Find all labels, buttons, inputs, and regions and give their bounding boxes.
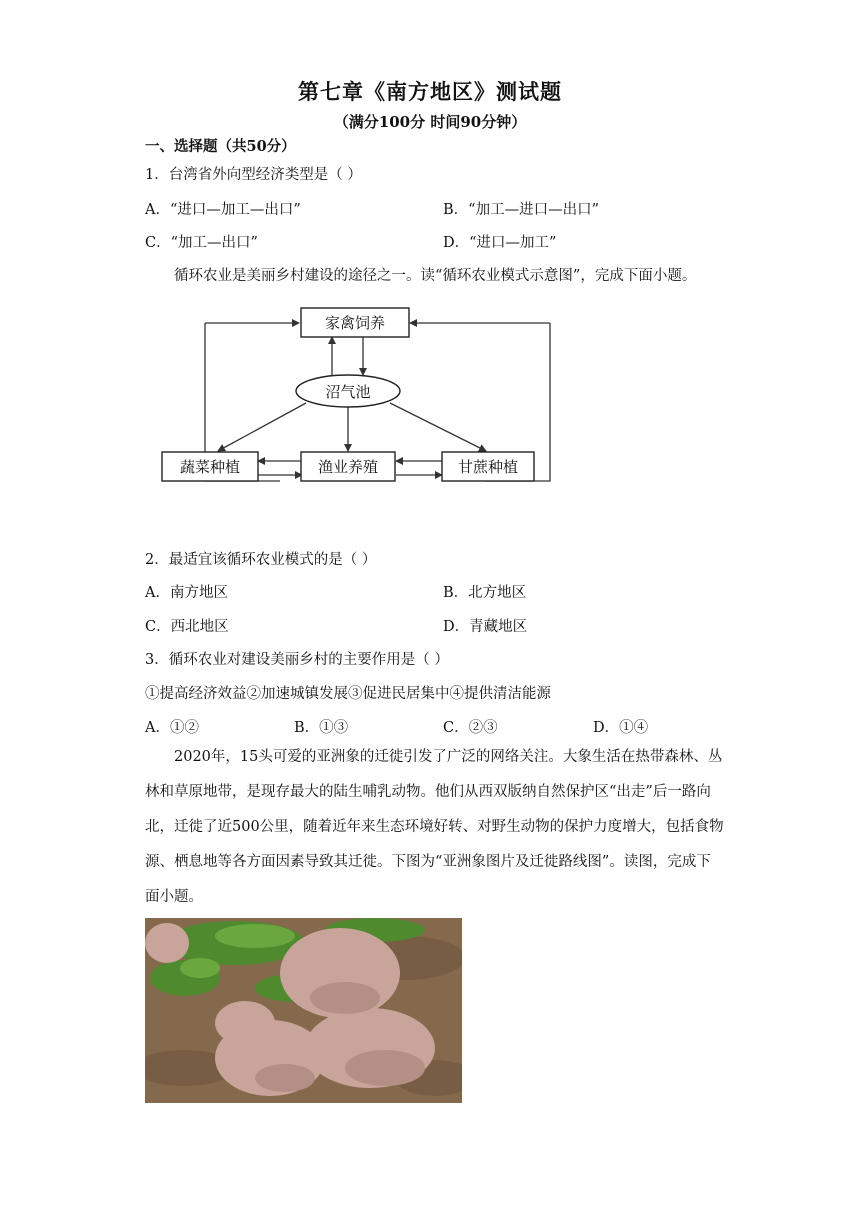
question-1-option-a: A．“进口—加工—出口”	[145, 202, 301, 218]
intro-circular-agriculture: 循环农业是美丽乡村建设的途径之一。读“循环农业模式示意图”，完成下面小题。	[174, 268, 697, 284]
elephant-photo	[145, 918, 462, 1103]
label-vegetable: 蔬菜种植	[179, 458, 241, 476]
question-3-items: ①提高经济效益②加速城镇发展③促进民居集中④提供清洁能源	[145, 686, 551, 702]
question-3-option-b: B．①③	[294, 720, 349, 736]
question-3-option-c: C．②③	[443, 720, 498, 736]
question-2-stem: 2．最适宜该循环农业模式的是（ ）	[145, 552, 377, 568]
circular-agriculture-diagram	[160, 303, 556, 509]
question-3-stem: 3．循环农业对建设美丽乡村的主要作用是（ ）	[145, 652, 449, 668]
question-3-option-a: A．①②	[145, 720, 199, 736]
question-2-option-a: A．南方地区	[145, 585, 228, 601]
intro-elephant-migration: 2020年，15头可爱的亚洲象的迁徙引发了广泛的网络关注。大象生活在热带森林、丛林和草原地带，是现存最大的陆生哺乳动物。他们从西双版纳自然保护区“出走”后一路向北，迁徙了近500公里，随着近年来生态环境好转、对野生动物的保护力度增大，包括食物源、栖息地等各方面因素导致其迁徙。下图为“亚洲象图片及迁徙路线图”。读图，完成下面小题。	[145, 749, 724, 905]
label-sugarcane: 甘蔗种植	[457, 458, 519, 476]
label-poultry: 家禽饲养	[324, 314, 386, 332]
label-biogas: 沼气池	[325, 383, 371, 401]
question-2-option-c: C．西北地区	[145, 619, 229, 635]
section-heading: 一、选择题（共50分）	[145, 138, 296, 155]
question-2-option-d: D．青藏地区	[443, 619, 528, 635]
question-1-stem: 1．台湾省外向型经济类型是（ ）	[145, 167, 362, 183]
page-subtitle: （满分100分 时间90分钟）	[333, 113, 527, 131]
label-fishery: 渔业养殖	[317, 458, 379, 476]
question-1-option-b: B．“加工—进口—出口”	[443, 202, 599, 218]
question-1-option-d: D．“进口—加工”	[443, 235, 557, 251]
question-1-option-c: C．“加工—出口”	[145, 235, 258, 251]
page-title: 第七章《南方地区》测试题	[298, 79, 562, 104]
question-2-option-b: B．北方地区	[443, 585, 527, 601]
question-3-option-d: D．①④	[593, 720, 649, 736]
